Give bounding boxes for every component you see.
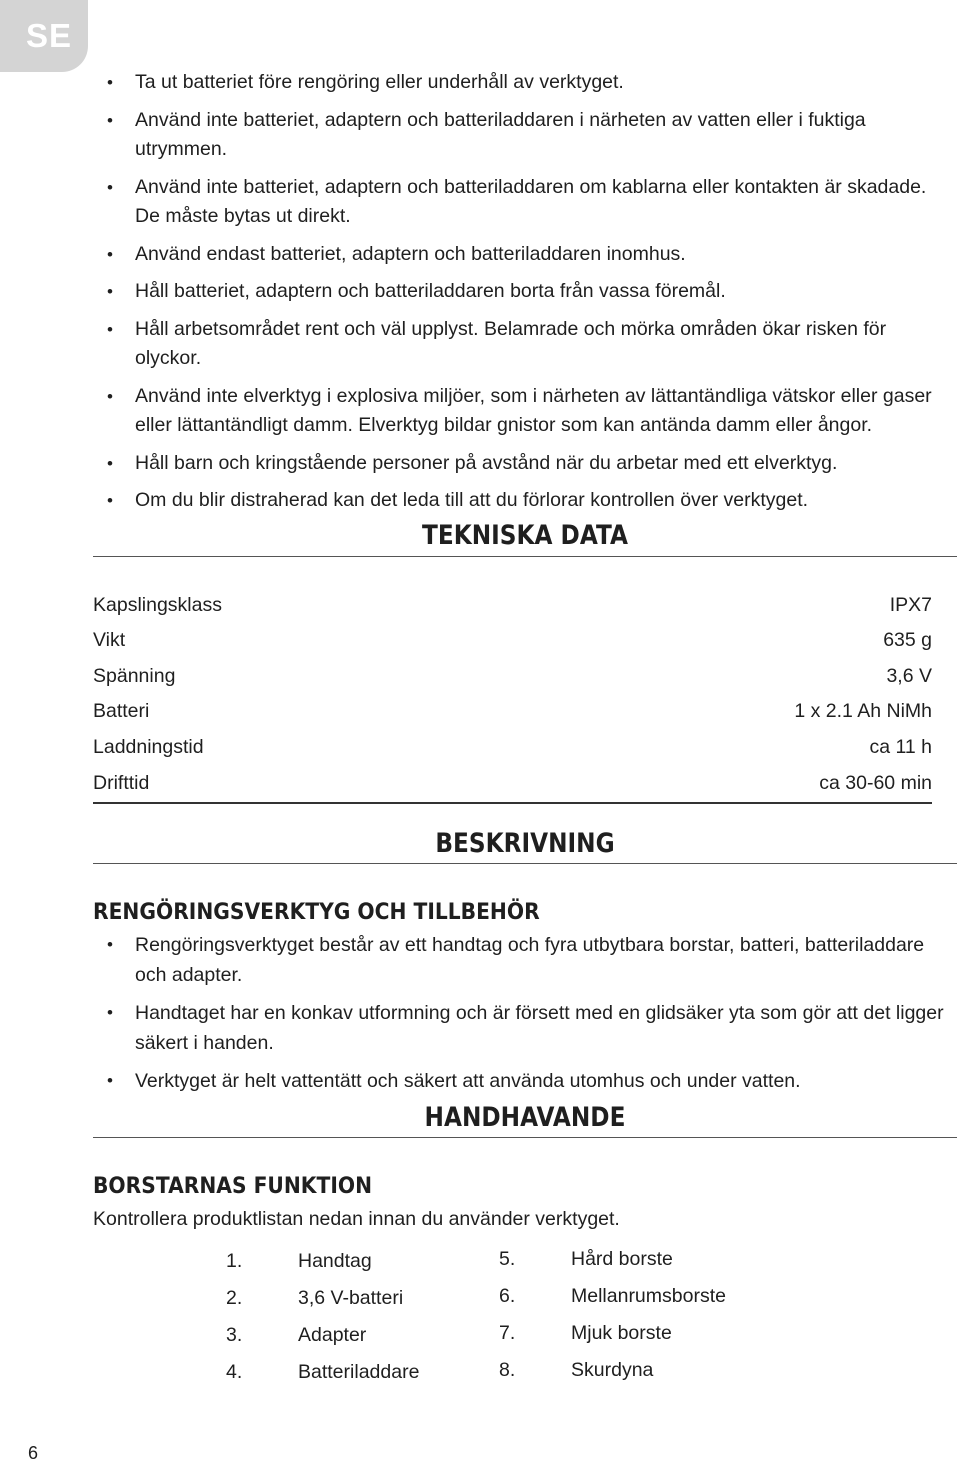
- part-number: 8.: [499, 1359, 516, 1381]
- part-name: Handtag: [298, 1250, 372, 1272]
- part-number: 2.: [226, 1287, 243, 1309]
- part-name: Mjuk borste: [571, 1322, 672, 1344]
- list-item: [226, 1317, 419, 1354]
- spec-row: [93, 766, 932, 804]
- part-number: 5.: [499, 1248, 516, 1270]
- spec-row: [93, 588, 932, 624]
- list-item: [499, 1278, 726, 1315]
- list-item: • Håll batteriet, adaptern och batteriladdaren borta från vassa föremål.: [105, 277, 955, 307]
- spec-label: Laddningstid: [93, 735, 204, 758]
- spec-table: [93, 588, 932, 804]
- parts-list-right: [499, 1241, 726, 1389]
- spec-value: ca 11 h: [869, 735, 932, 758]
- list-item: • Använd endast batteriet, adaptern och batteriladdaren inomhus.: [105, 240, 955, 270]
- description-heading: BESKRIVNING: [435, 828, 615, 859]
- spec-value: IPX7: [889, 593, 932, 616]
- spec-label: Batteri: [93, 700, 150, 723]
- part-number: 3.: [226, 1324, 243, 1346]
- spec-label: Vikt: [93, 629, 126, 652]
- list-item: [226, 1243, 419, 1280]
- components-subheading: RENGÖRINGSVERKTYG OCH TILLBEHÖR: [93, 899, 540, 925]
- list-item: • Handtaget har en konkav utformning och är försett med en glidsäker yta som gör att det ligger säkert i handen.: [105, 998, 957, 1058]
- spec-value: 3,6 V: [886, 664, 932, 687]
- list-item: • Håll arbetsområdet rent och väl upplyst. Belamrade och mörka områden ökar risken för olyckor.: [105, 315, 955, 374]
- section-divider: [93, 1137, 957, 1138]
- list-item: • Håll barn och kringstående personer på avstånd när du arbetar med ett elverktyg.: [105, 449, 955, 479]
- part-name: Batteriladdare: [298, 1361, 420, 1383]
- section-divider: [93, 556, 957, 557]
- list-item: • Använd inte elverktyg i explosiva miljöer, som i närheten av lättantändliga vätskor eller gaser eller lättantändligt damm. Elverktyg bildar gnistor som kan antända damm eller ångor.: [105, 382, 955, 441]
- spec-row: [93, 659, 932, 695]
- list-item: [226, 1280, 419, 1317]
- spec-value: 1 x 2.1 Ah NiMh: [794, 700, 932, 723]
- list-item: • Ta ut batteriet före rengöring eller underhåll av verktyget.: [105, 68, 955, 98]
- part-number: 1.: [226, 1250, 243, 1272]
- brush-function-subheading: BORSTARNAS FUNKTION: [93, 1173, 373, 1199]
- spec-value: ca 30-60 min: [819, 772, 932, 794]
- part-number: 4.: [226, 1361, 243, 1383]
- list-item: • Om du blir distraherad kan det leda till att du förlorar kontrollen över verktyget.: [105, 486, 955, 516]
- part-name: Adapter: [298, 1324, 367, 1346]
- list-item: • Rengöringsverktyget består av ett handtag och fyra utbytbara borstar, batteri, batteriladdare och adapter.: [105, 930, 957, 990]
- handling-heading: HANDHAVANDE: [424, 1102, 626, 1133]
- spec-label: Drifttid: [93, 772, 150, 794]
- parts-list-left: [226, 1243, 419, 1391]
- part-name: 3,6 V-batteri: [298, 1287, 404, 1309]
- safety-list: [105, 68, 955, 524]
- part-number: 6.: [499, 1285, 516, 1307]
- list-item: [499, 1352, 726, 1389]
- list-item: • Verktyget är helt vattentätt och säkert att använda utomhus och under vatten.: [105, 1066, 957, 1096]
- part-name: Mellanrumsborste: [571, 1285, 726, 1307]
- list-item: [499, 1241, 726, 1278]
- part-name: Hård borste: [571, 1248, 673, 1270]
- intro-text: Kontrollera produktlistan nedan innan du använder verktyget.: [93, 1208, 620, 1230]
- section-divider: [93, 863, 957, 864]
- spec-label: Kapslingsklass: [93, 593, 222, 616]
- list-item: [499, 1315, 726, 1352]
- spec-row: [93, 730, 932, 766]
- part-name: Skurdyna: [571, 1359, 654, 1381]
- spec-row: [93, 624, 932, 660]
- language-tab: SE: [0, 0, 88, 72]
- list-item: [226, 1354, 419, 1391]
- list-item: • Använd inte batteriet, adaptern och batteriladdaren i närheten av vatten eller i fuktiga utrymmen.: [105, 106, 955, 165]
- spec-label: Spänning: [93, 664, 176, 687]
- page-number: 6: [28, 1443, 39, 1463]
- part-number: 7.: [499, 1322, 516, 1344]
- list-item: • Använd inte batteriet, adaptern och batteriladdaren om kablarna eller kontakten är skadade. De måste bytas ut direkt.: [105, 173, 955, 232]
- spec-row: [93, 695, 932, 731]
- spec-value: 635 g: [883, 629, 932, 652]
- description-list: [105, 930, 957, 1104]
- tech-data-heading: TEKNISKA DATA: [422, 520, 628, 551]
